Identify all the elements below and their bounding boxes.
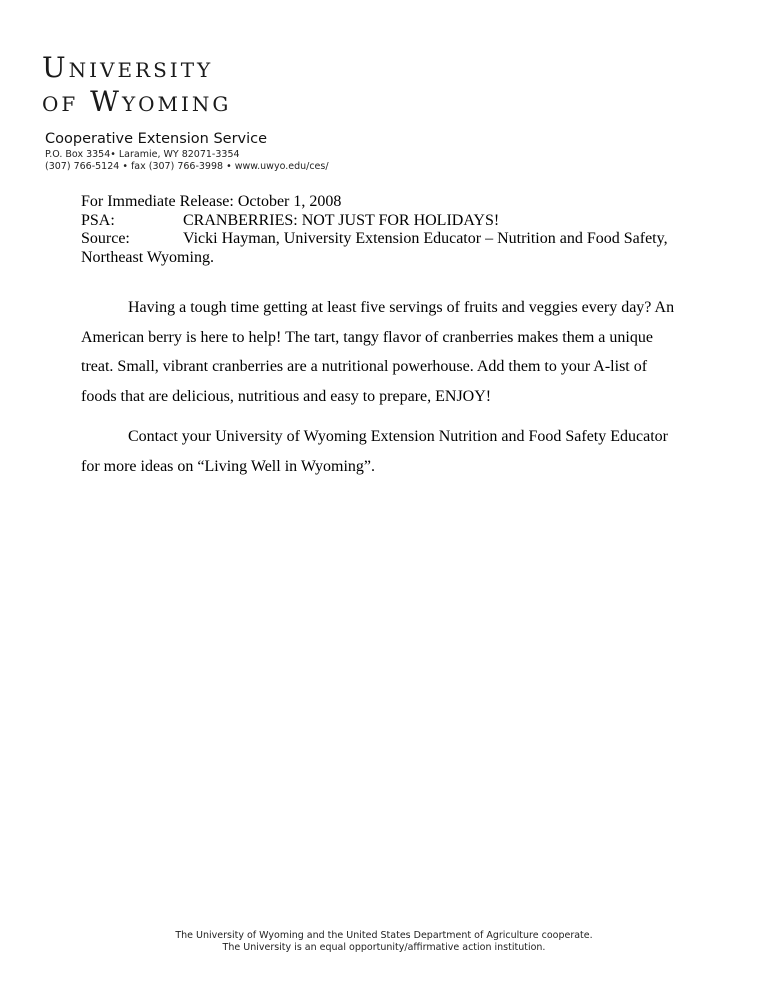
psa-label: PSA: <box>81 211 115 229</box>
psa-value: CRANBERRIES: NOT JUST FOR HOLIDAYS! <box>183 211 500 229</box>
contact-block <box>45 149 329 173</box>
source-row <box>81 230 691 267</box>
psa-row <box>81 212 691 231</box>
logo-line-2: of Wyoming <box>42 85 232 118</box>
footer-line-1: The University of Wyoming and the United States Department of Agriculture cooperate. <box>175 930 593 941</box>
phone-line: (307) 766-5124 • fax (307) 766-3998 • www.uwyo.edu/ces/ <box>45 161 329 172</box>
psa-body <box>81 293 681 481</box>
release-date-row <box>81 193 691 212</box>
org-name: Cooperative Extension Service <box>45 131 268 147</box>
source-label: Source: <box>81 230 130 247</box>
footer <box>0 930 768 954</box>
source-value: Vicki Hayman, University Extension Educator – Nutrition and Food Safety, Northeast Wyoming. <box>81 230 668 266</box>
logo-line-1: University <box>42 51 214 84</box>
release-header <box>81 193 691 267</box>
release-date-value: October 1, 2008 <box>237 193 342 210</box>
body-paragraph-2: Contact your University of Wyoming Extension Nutrition and Food Safety Educator for more ideas on “Living Well in Wyoming”. <box>81 428 668 475</box>
footer-line-2: The University is an equal opportunity/affirmative action institution. <box>222 942 546 953</box>
university-logo <box>42 50 231 120</box>
body-paragraph-1: Having a tough time getting at least five servings of fruits and veggies every day? An American berry is here to help! The tart, tangy flavor of cranberries makes them a unique treat. Small, vibrant cranberries are a nutritional powerhouse. Add them to your A-list of foods that are delicious, nutritious and easy to prepare, ENJOY! <box>81 299 675 405</box>
release-date-label: For Immediate Release: <box>81 193 234 210</box>
address-line: P.O. Box 3354• Laramie, WY 82071-3354 <box>45 149 240 160</box>
